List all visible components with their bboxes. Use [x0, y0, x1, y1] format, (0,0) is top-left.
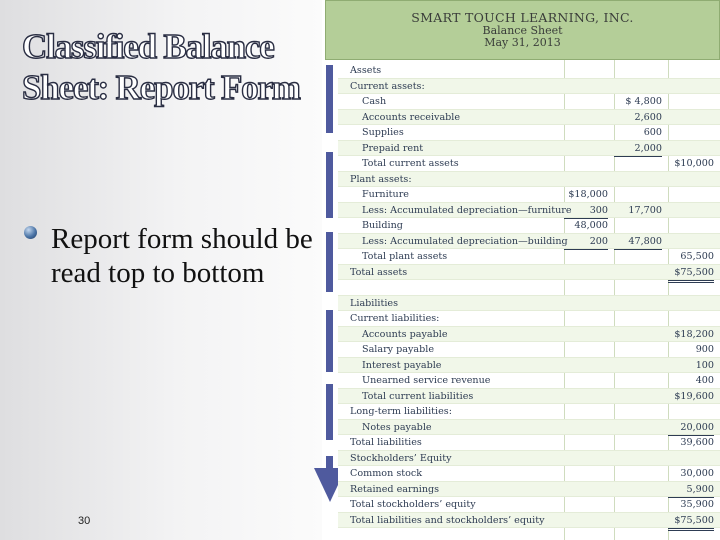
balance-sheet-row: [338, 296, 720, 312]
balance-sheet-row: [338, 389, 720, 405]
row-label: Less: Accumulated depreciation—building: [362, 235, 568, 247]
amount-cell: 100: [695, 359, 714, 371]
arrow-segment: [326, 65, 333, 133]
amount-cell: $18,000: [568, 189, 608, 200]
row-label: Building: [362, 220, 403, 231]
slide-left-panel: [0, 0, 322, 540]
row-label: Stockholders’ Equity: [350, 452, 452, 464]
balance-sheet-row: [338, 265, 720, 281]
statement-date: May 31, 2013: [484, 36, 561, 49]
balance-sheet-row: [338, 218, 720, 234]
row-label: Unearned service revenue: [362, 375, 491, 386]
balance-sheet-row: [338, 420, 720, 436]
row-label: Plant assets:: [350, 173, 412, 185]
balance-sheet-row: [338, 63, 720, 79]
amount-cell: 65,500: [668, 249, 714, 266]
balance-sheet-row: [338, 110, 720, 126]
row-label: Notes payable: [362, 421, 432, 433]
amount-cell: $75,500: [668, 513, 714, 532]
amount-cell: 400: [668, 373, 714, 390]
amount-cell: 5,900: [668, 482, 714, 499]
amount-cell: 47,800: [614, 234, 662, 251]
balance-sheet-row: [338, 249, 720, 265]
balance-sheet-row: [338, 342, 720, 358]
row-label: Furniture: [362, 189, 409, 200]
row-label: Total liabilities and stockholders’ equity: [350, 514, 545, 526]
row-label: Retained earnings: [350, 483, 440, 495]
bullet-text: Report form should be read top to bottom: [51, 223, 313, 289]
row-label: Total stockholders’ equity: [350, 499, 476, 510]
row-label: Total current assets: [362, 158, 459, 169]
row-label: Accounts receivable: [362, 111, 461, 123]
amount-cell: 200: [564, 234, 608, 251]
balance-sheet-header: [325, 0, 720, 60]
row-label: Total assets: [350, 266, 408, 278]
row-label: Total liabilities: [350, 437, 422, 448]
balance-sheet-row: [338, 187, 720, 203]
amount-cell: 2,600: [634, 111, 662, 123]
balance-sheet-row: [338, 513, 720, 529]
balance-sheet-row: [338, 141, 720, 157]
amount-cell: $75,500: [668, 265, 714, 284]
amount-cell: 39,600: [680, 437, 714, 448]
amount-cell: 20,000: [668, 420, 714, 437]
arrow-segment: [326, 310, 333, 372]
balance-sheet-row: [338, 79, 720, 95]
row-label: Supplies: [362, 127, 404, 138]
row-label: Long-term liabilities:: [350, 406, 452, 417]
row-label: Total plant assets: [362, 251, 448, 262]
balance-sheet-row: [338, 497, 720, 513]
balance-sheet-row: [338, 280, 720, 296]
row-label: Current assets:: [350, 80, 425, 92]
balance-sheet-row: [338, 466, 720, 482]
slide-title: [22, 26, 300, 108]
amount-cell: 30,000: [680, 468, 714, 479]
amount-cell: $10,000: [674, 158, 714, 169]
balance-sheet-row: [338, 358, 720, 374]
balance-sheet-row: [338, 203, 720, 219]
amount-cell: $18,200: [674, 328, 714, 340]
company-name: SMART TOUCH LEARNING, INC.: [411, 10, 634, 25]
balance-sheet-row: [338, 435, 720, 451]
balance-sheet-row: [338, 451, 720, 467]
row-label: Assets: [350, 65, 382, 76]
balance-sheet-row: [338, 373, 720, 389]
amount-cell: 600: [643, 127, 662, 138]
balance-sheet-row: [338, 234, 720, 250]
arrow-segment: [326, 232, 333, 292]
row-label: Interest payable: [362, 359, 442, 371]
row-label: Salary payable: [362, 344, 435, 355]
amount-cell: $19,600: [674, 390, 714, 402]
row-label: Total current liabilities: [362, 390, 474, 402]
balance-sheet-row: [338, 125, 720, 141]
balance-sheet-row: [338, 172, 720, 188]
row-label: Accounts payable: [362, 328, 448, 340]
row-label: Prepaid rent: [362, 142, 424, 154]
balance-sheet-row: [338, 94, 720, 110]
balance-sheet-row: [338, 311, 720, 327]
arrow-segment: [326, 384, 333, 440]
amount-cell: 2,000: [614, 141, 662, 158]
amount-cell: 48,000: [574, 220, 608, 231]
slide-number: 30: [78, 515, 91, 527]
amount-cell: 300: [564, 203, 608, 220]
balance-sheet: [338, 0, 720, 540]
slide-title-line: Sheet: Report Form: [22, 68, 300, 107]
balance-sheet-row: [338, 482, 720, 498]
row-label: Less: Accumulated depreciation—furniture: [362, 204, 572, 216]
balance-sheet-row: [338, 404, 720, 420]
statement-name: Balance Sheet: [482, 24, 563, 37]
balance-sheet-rows: [338, 63, 720, 528]
slide-title-line: Classified Balance: [22, 27, 274, 66]
bullet-icon: [24, 226, 37, 239]
arrow-segment: [326, 152, 333, 218]
amount-cell: 900: [695, 344, 714, 355]
amount-cell: $ 4,800: [625, 96, 662, 107]
row-label: Cash: [362, 96, 387, 107]
row-label: Common stock: [350, 468, 423, 479]
amount-cell: 35,900: [668, 497, 714, 514]
balance-sheet-row: [338, 327, 720, 343]
row-label: Liabilities: [350, 297, 399, 309]
row-label: Current liabilities:: [350, 313, 440, 324]
balance-sheet-row: [338, 156, 720, 172]
amount-cell: 17,700: [628, 204, 662, 216]
